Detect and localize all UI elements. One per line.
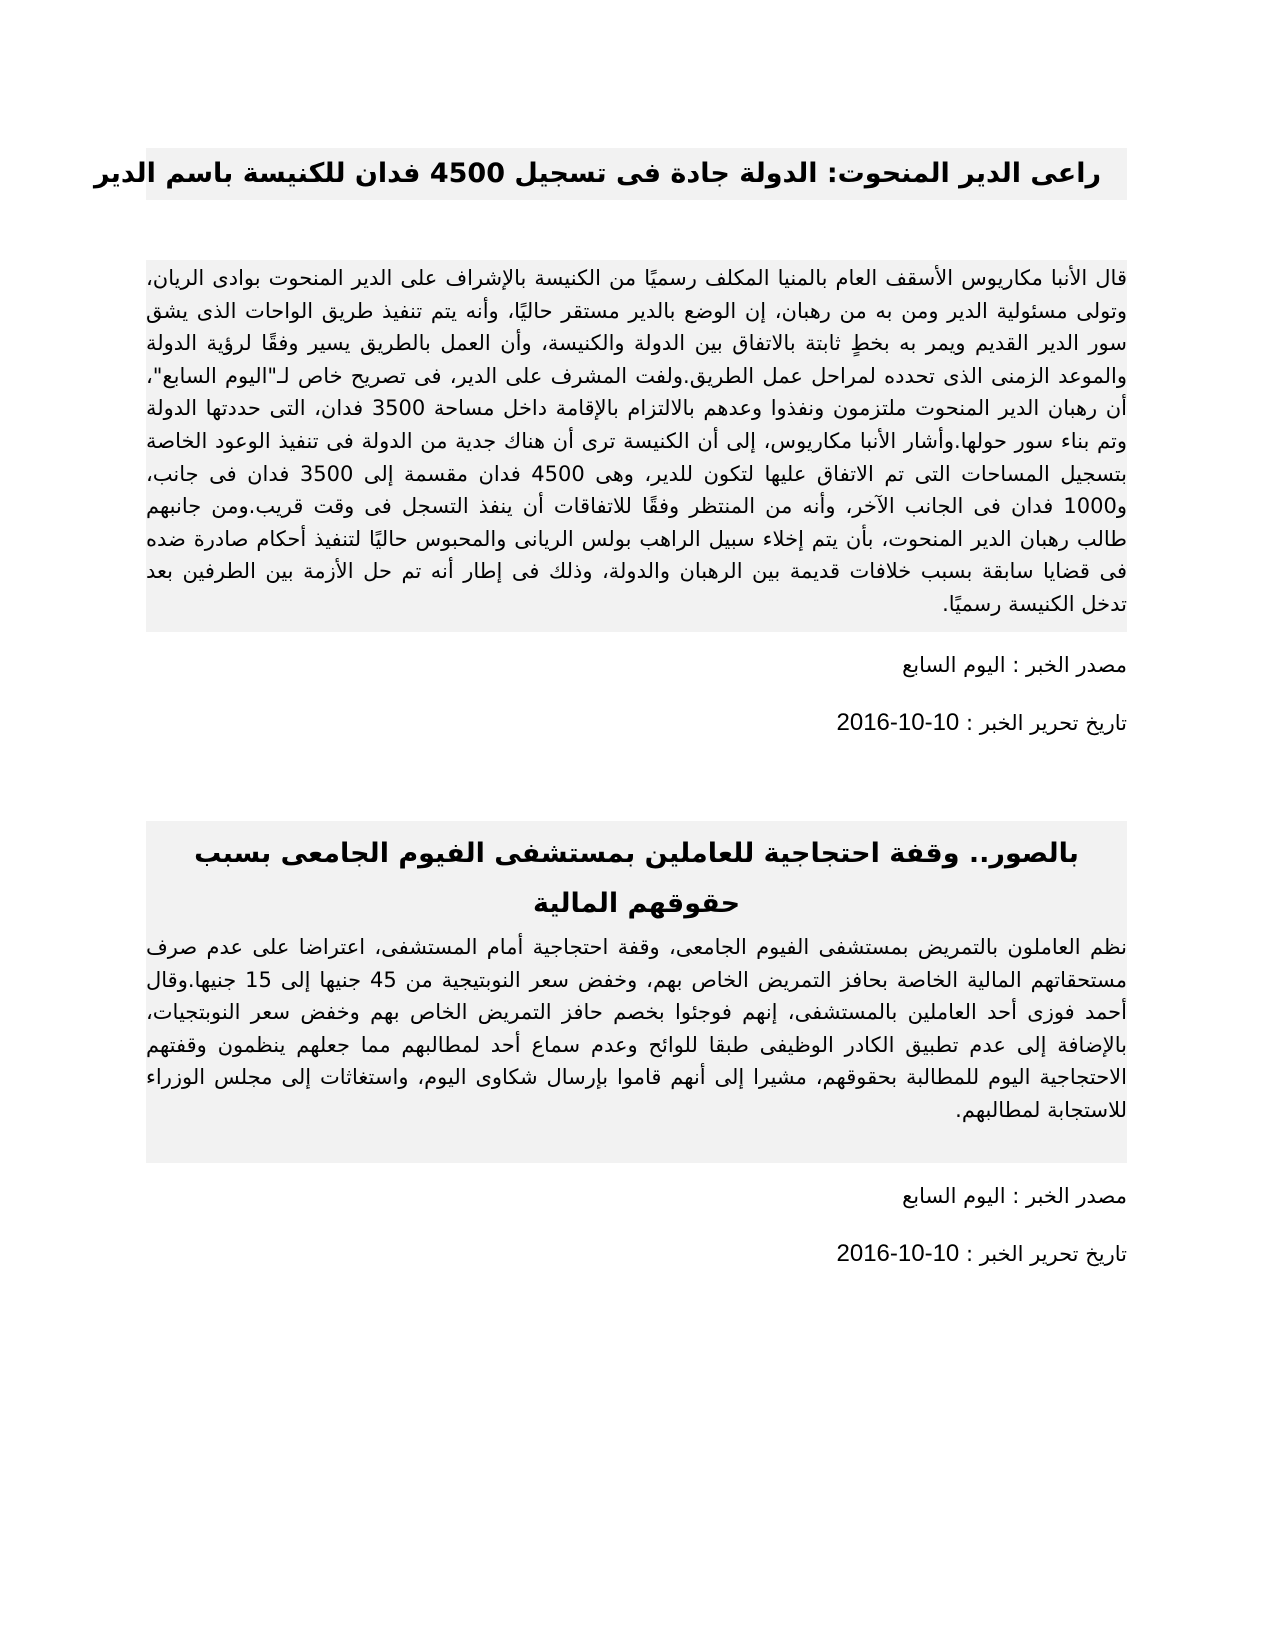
edit-date-value: 2016-10-10: [836, 709, 960, 736]
edit-date-label: تاريخ تحرير الخبر :: [965, 711, 1127, 735]
edit-date-value: 2016-10-10: [836, 1240, 960, 1267]
article-body: نظم العاملون بالتمريض بمستشفى الفيوم الجامعى، وقفة احتجاجية أمام المستشفى، اعتراضا على عدم صرف مستحقاتهم المالية الخاصة بحافز التمريض الخاص بهم، وخفض سعر النوبتيجية من 45 جنيها إلى 15 جنيها.وقال أحمد فوزى أحد العاملين بالمستشفى، إنهم فوجئوا بخصم حافز التمريض الخاص بهم وخفض سعر النوبتجيات، بالإضافة إلى عدم تطبيق الكادر الوظيفى طبقا للوائح وعدم سماع أحد لمطالبهم مما جعلهم ينظمون وقفتهم الاحتجاجية اليوم للمطالبة بحقوقهم، مشيرا إلى أنهم قاموا بإرسال شكاوى اليوم، واستغاثات إلى مجلس الوزراء للاستجابة لمطالبهم.: [146, 929, 1127, 1163]
edit-date: [146, 708, 1127, 738]
news-article: [146, 821, 1127, 1269]
article-headline: راعى الدير المنحوت: الدولة جادة فى تسجيل 4500 فدان للكنيسة باسم الدير: [146, 148, 1127, 200]
news-article: [94, 148, 1128, 738]
article-body: قال الأنبا مكاريوس الأسقف العام بالمنيا المكلف رسميًا من الكنيسة بالإشراف على الدير المنحوت بوادى الريان، وتولى مسئولية الدير ومن به من رهبان، إن الوضع بالدير مستقر حاليًا، وأنه يتم تنفيذ طريق الواحات الذى يشق سور الدير القديم ويمر به بخطٍ ثابتة بالاتفاق بين الدولة والكنيسة، وأن العمل بالطريق يسير وفقًا لرؤية الدولة والموعد الزمنى الذى تحدده لمراحل عمل الطريق.ولفت المشرف على الدير، فى تصريح خاص لـ"اليوم السابع"، أن رهبان الدير المنحوت ملتزمون ونفذوا وعدهم بالالتزام بالإقامة داخل مساحة 3500 فدان، التى حددتها الدولة وتم بناء سور حولها.وأشار الأنبا مكاريوس، إلى أن الكنيسة ترى أن هناك جدية من الدولة فى تنفيذ الوعود الخاصة بتسجيل المساحات التى تم الاتفاق عليها لتكون للدير، وهى 4500 فدان مقسمة إلى 3500 فدان فى جانب، و1000 فدان فى الجانب الآخر، وأنه من المنتظر وفقًا للاتفاقات أن ينفذ التسجل فى وقت قريب.ومن جانبهم طالب رهبان الدير المنحوت، بأن يتم إخلاء سبيل الراهب بولس الريانى والمحبوس حاليًا لتنفيذ أحكام صادرة ضده فى قضايا سابقة بسبب خلافات قديمة بين الرهبان والدولة، وذلك فى إطار أنه تم حل الأزمة بين الطرفين بعد تدخل الكنيسة رسميًا.: [146, 260, 1127, 632]
article-headline: بالصور.. وقفة احتجاجية للعاملين بمستشفى الفيوم الجامعى بسبب حقوقهم المالية: [146, 821, 1127, 929]
news-source: مصدر الخبر : اليوم السابع: [902, 653, 1127, 677]
edit-date: [146, 1239, 1127, 1269]
edit-date-label: تاريخ تحرير الخبر :: [965, 1242, 1127, 1266]
news-source: مصدر الخبر : اليوم السابع: [902, 1184, 1127, 1208]
